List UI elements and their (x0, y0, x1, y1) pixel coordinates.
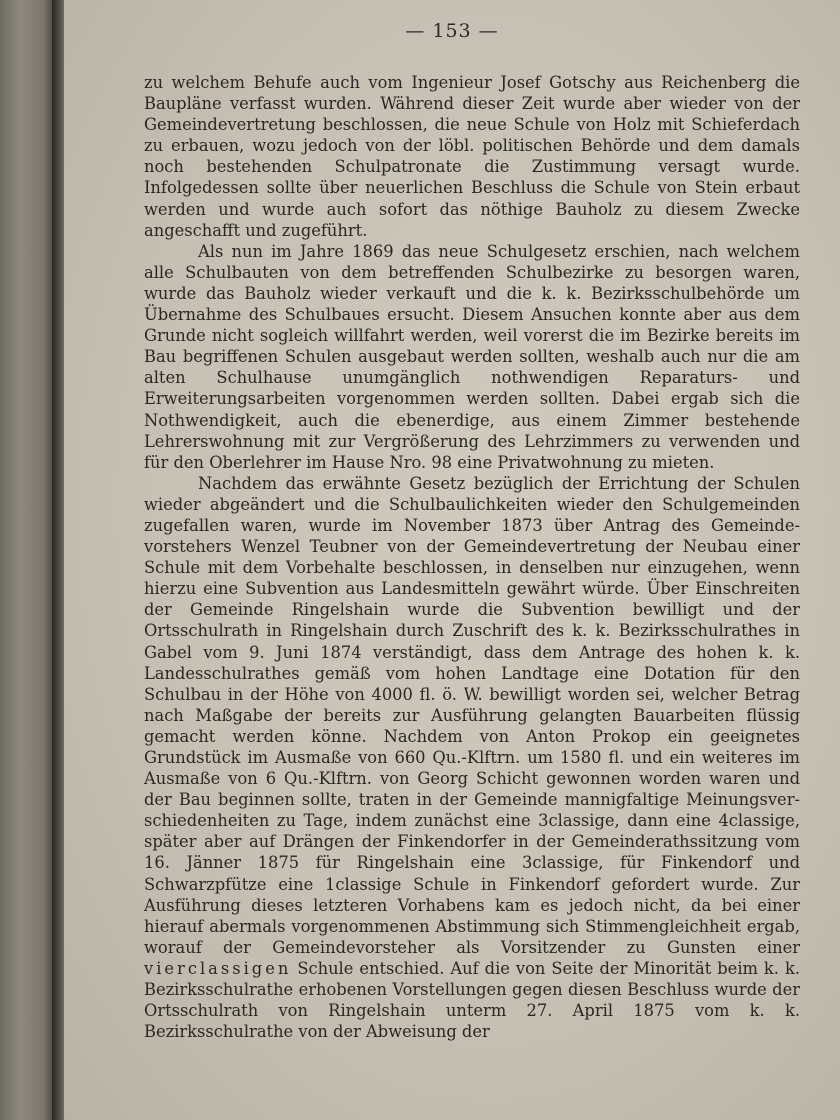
paragraph-3-tail: Schule entschied. Auf die von Seite der Minorität beim k. k. Bezirksschulrathe erhobenen Vorstellungen gegen diesen Beschluss wurde der Ortsschulrath von Ringelshain unterm 27. April 1875 vom k. k. Bezirksschulrathe von der Abweisung der (144, 958, 800, 1042)
paragraph-3 (144, 473, 800, 1043)
book-page (64, 0, 840, 1120)
paragraph-2: Als nun im Jahre 1869 das neue Schulgesetz erschien, nach welchem alle Schulbauten von dem betreffenden Schulbezirke zu besorgen waren, wurde das Bauholz wieder verkauft und die k. k. Bezirksschulbehörde um Übernahme des Schulbaues ersucht. Diesem Ansuchen konnte aber aus dem Grunde nicht sogleich willfahrt werden, weil vorerst die im Bezirke bereits im Bau begriffenen Schulen ausgebaut werden sollten, weshalb auch nur die am alten Schulhause unumgänglich nothwendigen Reparaturs- und Erweiterungsarbeiten vorgenommen werden sollten. Dabei ergab sich die Nothwendigkeit, auch die ebenerdige, aus einem Zimmer bestehende Lehrerswohnung mit zur Vergrößerung des Lehrzimmers zu verwenden und für den Oberlehrer im Hause Nro. 98 eine Privatwohnung zu mieten. (144, 241, 800, 472)
paragraph-1: zu welchem Behufe auch vom Ingenieur Josef Gotschy aus Reichenberg die Baupläne verfasst wurden. Während dieser Zeit wurde aber wieder von der Gemeindevertretung beschlossen, die neue Schule von Holz mit Schieferdach zu erbauen, wozu jedoch von der löbl. politischen Behörde und dem damals noch bestehenden Schulpatronate die Zustimmung versagt wurde. Infolgedessen sollte über neuerlichen Beschluss die Schule von Stein erbaut werden und wurde auch sofort das nöthige Bauholz zu diesem Zwecke angeschafft und zugeführt. (144, 73, 800, 240)
page-number: — 153 — (405, 20, 499, 42)
emphasized-word: vierclassigen (144, 958, 292, 978)
page-text (144, 72, 800, 1042)
paragraph-3-text: Nachdem das erwähnte Gesetz bezüglich der Errichtung der Schulen wieder abgeändert und die Schulbaulichkeiten wieder den Schulgemeinden zugefallen waren, wurde im November 1873 über Antrag des Gemeindevorstehers Wenzel Teubner von der Gemeindevertretung der Neubau einer Schule mit dem Vorbehalte beschlossen, in denselben nur einzugehen, wenn hierzu eine Subvention aus Landesmitteln gewährt würde. Über Einschreiten der Gemeinde Ringelshain wurde die Subvention bewilligt und der Ortsschulrath in Ringelshain durch Zuschrift des k. k. Bezirksschulrathes in Gabel vom 9. Juni 1874 verständigt, dass dem Antrage des hohen k. k. Landesschulrathes gemäß vom hohen Landtage eine Dotation für den Schulbau in der Höhe von 4000 fl. ö. W. bewilligt worden sei, welcher Betrag nach Maßgabe der bereits zur Ausführung gelangten Bauarbeiten flüssig gemacht werden könne. Nachdem von Anton Prokop ein geeignetes Grundstück im Ausmaße von 660 Qu.-Klftrn. um 1580 fl. und ein weiteres im Ausmaße von 6 Qu.-Klftrn. von Georg Schicht gewonnen worden waren und der Bau beginnen sollte, traten in der Gemeinde mannigfaltige Meinungsverschiedenheiten zu Tage, indem zunächst eine 3classige, dann eine 4classige, später aber auf Drängen der Finkendorfer in der Gemeinderathssitzung vom 16. Jänner 1875 für Ringelshain eine 3classige, für Finkendorf und Schwarzpfütze eine 1classige Schule in Finkendorf gefordert wurde. Zur Ausführung dieses letzteren Vorhabens kam es jedoch nicht, da bei einer hierauf abermals vorgenommenen Abstimmung sich Stimmengleichheit ergab, worauf der Gemeindevorsteher als Vorsitzender zu Gunsten einer (144, 473, 800, 957)
left-page-edge (0, 0, 58, 1120)
